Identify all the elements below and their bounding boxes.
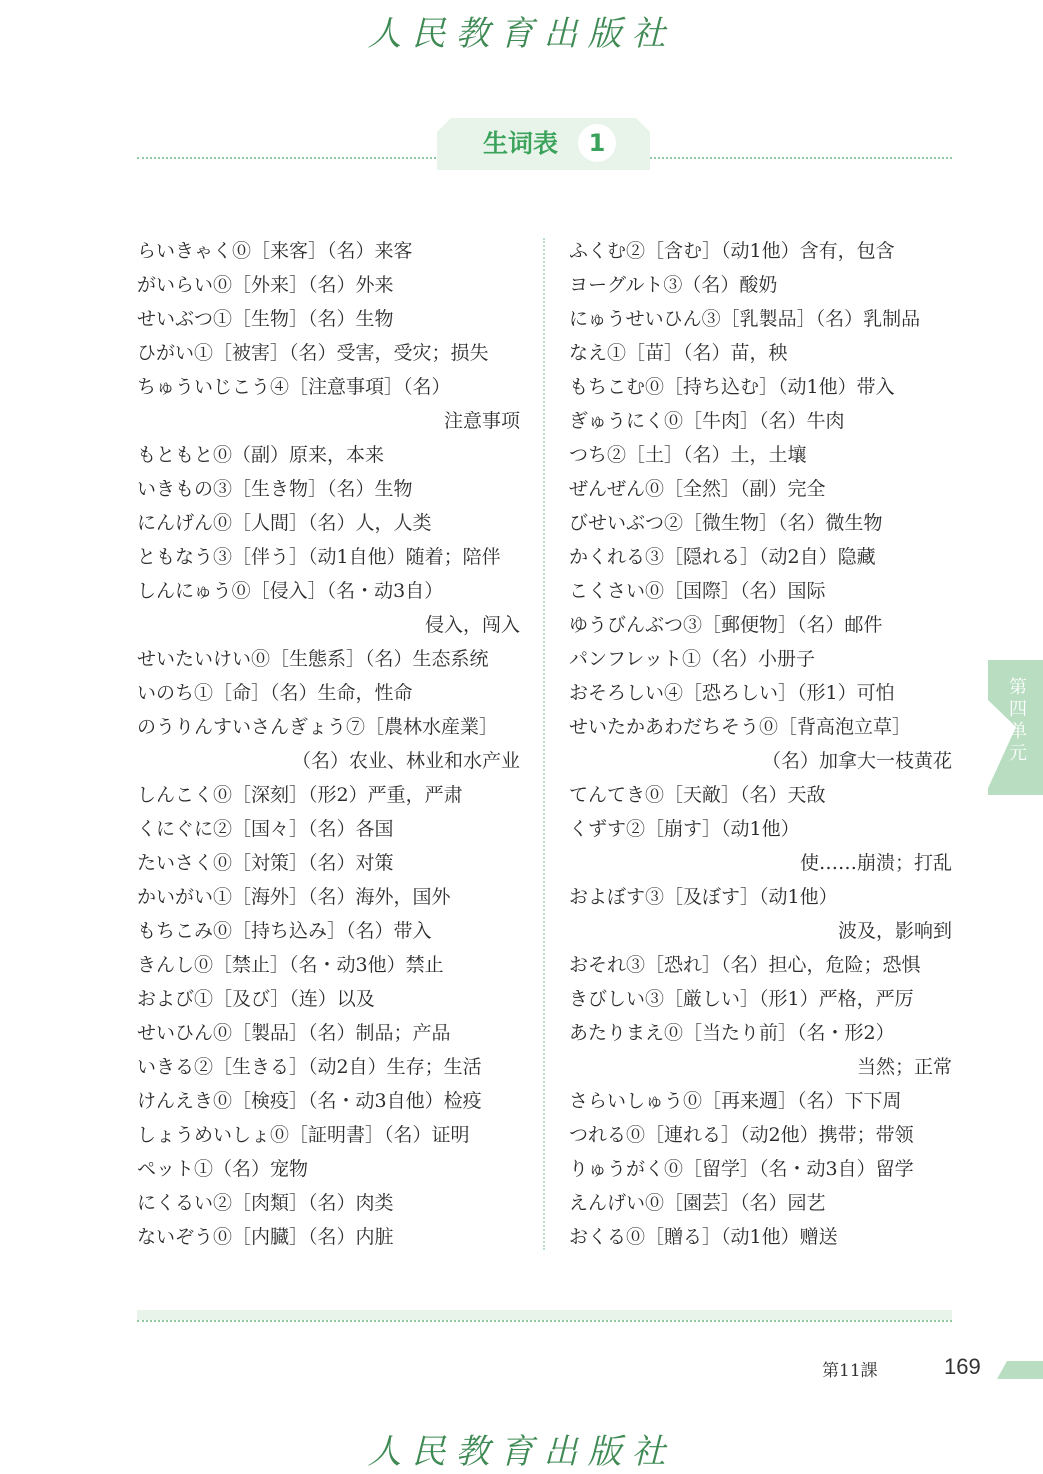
footer-band — [137, 1310, 952, 1320]
vocab-entry: ないぞう⓪［内臓］（名）内脏 — [137, 1226, 394, 1248]
vocab-entry: ぎゅうにく⓪［牛肉］（名）牛肉 — [569, 410, 845, 432]
vocab-entry: せいぶつ①［生物］（名）生物 — [137, 308, 394, 330]
vocab-entry: せいたかあわだちそう⓪［背高泡立草］ — [569, 716, 912, 738]
vocab-entry: しんにゅう⓪［侵入］（名・动3自） — [137, 580, 444, 602]
vocab-entry: しんこく⓪［深刻］（形2）严重，严肃 — [137, 784, 463, 806]
vocab-entry: こくさい⓪［国際］（名）国际 — [569, 580, 826, 602]
lesson-label: 第11課 — [822, 1361, 878, 1381]
vocab-entry: がいらい⓪［外来］（名）外来 — [137, 274, 394, 296]
vocab-entry: にゅうせいひん③［乳製品］（名）乳制品 — [569, 308, 921, 330]
vocab-entry: さらいしゅう⓪［再来週］（名）下下周 — [569, 1090, 902, 1112]
vocab-entry: にんげん⓪［人間］（名）人，人类 — [137, 512, 432, 534]
vocab-entry: なえ①［苗］（名）苗，秧 — [569, 342, 788, 364]
vocab-entry: らいきゃく⓪［来客］（名）来客 — [137, 240, 413, 262]
vocab-entry: いきもの③［生き物］（名）生物 — [137, 478, 413, 500]
section-title: 生词表 — [483, 129, 559, 158]
vocab-column-right — [569, 234, 952, 1254]
vocab-entry: おくる⓪［贈る］（动1他）赠送 — [569, 1226, 838, 1248]
vocab-entry-continuation: 使……崩溃；打乱 — [799, 852, 952, 874]
vocab-entry: パンフレット①（名）小册子 — [569, 648, 816, 670]
vocab-entry: もちこむ⓪［持ち込む］（动1他）带入 — [569, 376, 895, 398]
vocab-entry: きんし⓪［禁止］（名・动3他）禁止 — [137, 954, 444, 976]
vocab-entry: ひがい①［被害］（名）受害，受灾；损失 — [137, 342, 489, 364]
vocab-entry-continuation: （名）加拿大一枝黄花 — [761, 750, 952, 772]
vocab-entry-continuation: 波及，影响到 — [837, 920, 952, 942]
section-number-badge: 1 — [578, 124, 616, 162]
vocab-entry: しょうめいしょ⓪［証明書］（名）证明 — [137, 1124, 470, 1146]
vocab-entry: いのち①［命］（名）生命，性命 — [137, 682, 413, 704]
page-number: 169 — [944, 1354, 981, 1379]
vocab-entry: りゅうがく⓪［留学］（名・动3自）留学 — [569, 1158, 914, 1180]
vocab-entry-continuation: 注意事项 — [443, 410, 520, 432]
vocab-entry: つれる⓪［連れる］（动2他）携带；带领 — [569, 1124, 914, 1146]
vocab-entry: ともなう③［伴う］（动1自他）随着；陪伴 — [137, 546, 501, 568]
vocab-entry: きびしい③［厳しい］（形1）严格，严厉 — [569, 988, 914, 1010]
vocab-entry: つち②［土］（名）土，土壤 — [569, 444, 807, 466]
vocab-entry: ちゅういじこう④［注意事項］（名） — [137, 376, 451, 398]
vocab-entry: もちこみ⓪［持ち込み］（名）带入 — [137, 920, 432, 942]
vocab-entry: おそれ③［恐れ］（名）担心，危险；恐惧 — [569, 954, 921, 976]
vocab-entry: あたりまえ⓪［当たり前］（名・形2） — [569, 1022, 895, 1044]
footer-dotted-line — [137, 1320, 952, 1322]
vocab-entry-continuation: （名）农业、林业和水产业 — [291, 750, 520, 772]
vocab-entry: ふくむ②［含む］（动1他）含有，包含 — [569, 240, 895, 262]
publisher-logo-bottom: 人民教育出版社 — [367, 1432, 676, 1472]
unit-side-tab-label: 第四单元 — [1009, 677, 1027, 764]
vocab-entry: えんげい⓪［園芸］（名）园艺 — [569, 1192, 826, 1214]
vocab-column-left — [137, 234, 520, 1254]
vocab-entry: せいたいけい⓪［生態系］（名）生态系统 — [137, 648, 489, 670]
vocab-entry: びせいぶつ②［微生物］（名）微生物 — [569, 512, 883, 534]
vocab-entry: および①［及び］（连）以及 — [137, 988, 375, 1010]
vocab-entry: かくれる③［隠れる］（动2自）隐藏 — [569, 546, 876, 568]
vocab-entry: ヨーグルト③（名）酸奶 — [569, 274, 778, 296]
column-divider — [543, 238, 545, 1250]
vocab-entry: おそろしい④［恐ろしい］（形1）可怕 — [569, 682, 895, 704]
vocab-entry: せいひん⓪［製品］（名）制品；产品 — [137, 1022, 451, 1044]
vocab-entry: にくるい②［肉類］（名）肉类 — [137, 1192, 394, 1214]
page-number-tab — [997, 1361, 1043, 1379]
vocab-entry: いきる②［生きる］（动2自）生存；生活 — [137, 1056, 482, 1078]
vocab-entry: てんてき⓪［天敵］（名）天敌 — [569, 784, 826, 806]
vocab-entry: くにぐに②［国々］（名）各国 — [137, 818, 394, 840]
vocab-entry: およぼす③［及ぼす］（动1他） — [569, 886, 838, 908]
vocab-entry: たいさく⓪［対策］（名）对策 — [137, 852, 394, 874]
vocab-entry: かいがい①［海外］（名）海外，国外 — [137, 886, 451, 908]
vocab-entry: ゆうびんぶつ③［郵便物］（名）邮件 — [569, 614, 883, 636]
vocab-entry: ぜんぜん⓪［全然］（副）完全 — [569, 478, 826, 500]
vocab-entry-continuation: 当然；正常 — [856, 1056, 952, 1078]
vocab-entry-continuation: 侵入，闯入 — [424, 614, 520, 636]
vocab-entry: のうりんすいさんぎょう⑦［農林水産業］ — [137, 716, 499, 738]
vocab-entry: けんえき⓪［検疫］（名・动3自他）检疫 — [137, 1090, 482, 1112]
vocab-entry: もともと⓪（副）原来，本来 — [137, 444, 385, 466]
vocab-entry: くずす②［崩す］（动1他） — [569, 818, 800, 840]
vocab-entry: ペット①（名）宠物 — [137, 1158, 309, 1180]
publisher-logo-top: 人民教育出版社 — [367, 14, 676, 54]
